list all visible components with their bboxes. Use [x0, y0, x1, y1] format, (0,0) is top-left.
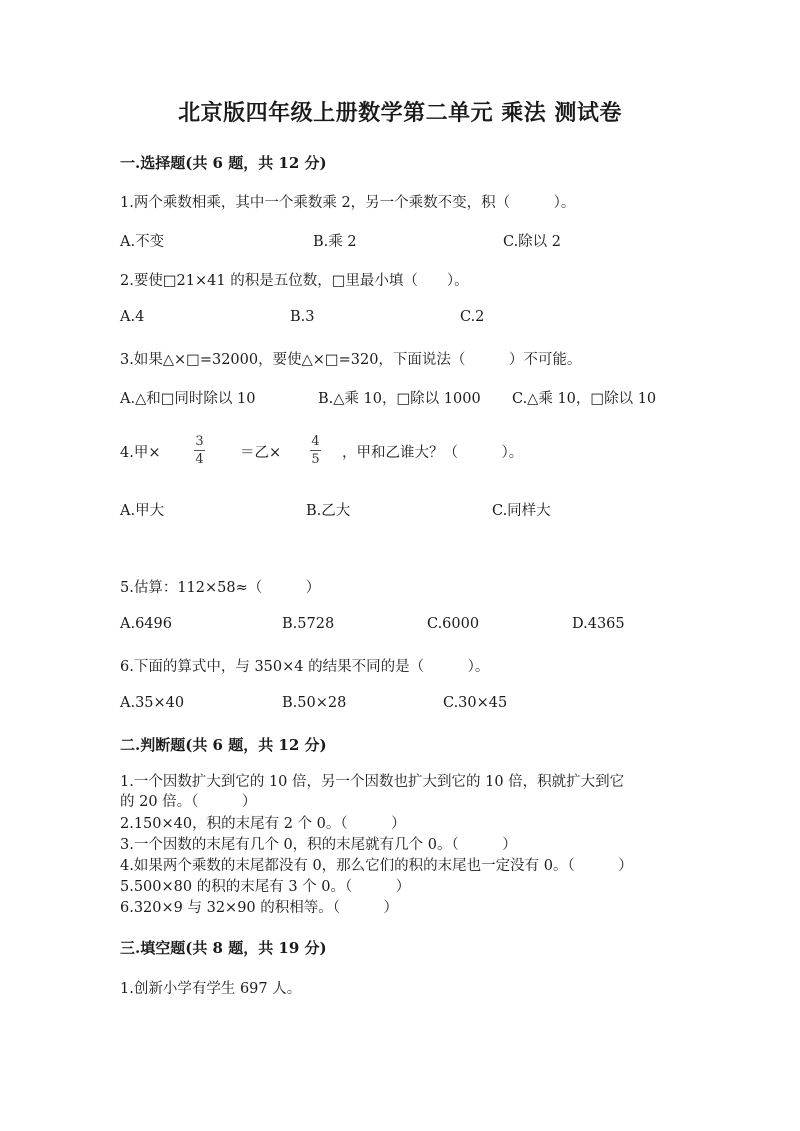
- option-b: B.乘 2: [313, 234, 357, 250]
- fraction-bar: [194, 450, 205, 451]
- question-stem: 5.估算：112×58≈（ ）: [120, 580, 321, 596]
- question-stem: 6.下面的算式中，与 350×4 的结果不同的是（ ）。: [120, 659, 490, 675]
- question-stem: 1.两个乘数相乘，其中一个乘数乘 2，另一个乘数不变，积（ ）。: [120, 195, 576, 211]
- option-a: A.35×40: [120, 695, 185, 711]
- option-b: B.5728: [282, 616, 335, 632]
- page-title: 北京版四年级上册数学第二单元 乘法 测试卷: [178, 100, 622, 126]
- judge-line: 的 20 倍。（ ）: [120, 794, 257, 810]
- question-stem: 1.创新小学有学生 697 人。: [120, 981, 302, 997]
- section-heading-fill: 三.填空题(共 8 题，共 19 分): [120, 939, 327, 957]
- judge-line: 3.一个因数的末尾有几个 0，积的末尾就有几个 0。（ ）: [120, 837, 517, 853]
- option-c: C.30×45: [443, 695, 508, 711]
- option-c: C.除以 2: [503, 234, 562, 250]
- question-stem-part: 4.甲×: [120, 445, 161, 461]
- option-b: B.3: [290, 309, 315, 325]
- judge-line: 4.如果两个乘数的末尾都没有 0，那么它们的积的末尾也一定没有 0。（ ）: [120, 858, 633, 874]
- fraction-denominator: 4: [195, 452, 204, 467]
- fraction-bar: [310, 450, 321, 451]
- option-d: D.4365: [572, 616, 625, 632]
- question-stem-part: ，甲和乙谁大？（ ）。: [342, 445, 524, 461]
- judge-line: 2.150×40，积的末尾有 2 个 0。（ ）: [120, 816, 406, 832]
- option-c: C.6000: [427, 616, 480, 632]
- question-stem: 3.如果△×□=32000，要使△×□=320，下面说法（ ）不可能。: [120, 352, 582, 368]
- option-a: A.不变: [120, 234, 165, 250]
- question-stem-part: ＝乙×: [240, 445, 282, 461]
- fraction-numerator: 4: [311, 434, 320, 449]
- fraction: [310, 434, 321, 467]
- option-c: C.△乘 10，□除以 10: [512, 391, 657, 407]
- fraction-numerator: 3: [195, 434, 204, 449]
- option-b: B.乙大: [306, 503, 351, 519]
- option-b: B.△乘 10，□除以 1000: [318, 391, 481, 407]
- option-c: C.同样大: [492, 503, 551, 519]
- option-c: C.2: [460, 309, 485, 325]
- option-a: A.4: [120, 309, 145, 325]
- section-heading-judge: 二.判断题(共 6 题，共 12 分): [120, 736, 327, 754]
- fraction-denominator: 5: [311, 452, 320, 467]
- option-a: A.6496: [120, 616, 172, 632]
- fraction: [194, 434, 205, 467]
- section-heading-choice: 一.选择题(共 6 题，共 12 分): [120, 154, 327, 172]
- option-a: A.甲大: [120, 503, 165, 519]
- question-stem: 2.要使□21×41 的积是五位数，□里最小填（ ）。: [120, 273, 469, 289]
- judge-line: 6.320×9 与 32×90 的积相等。（ ）: [120, 900, 399, 916]
- judge-line: 1.一个因数扩大到它的 10 倍，另一个因数也扩大到它的 10 倍，积就扩大到它: [120, 774, 625, 790]
- option-b: B.50×28: [282, 695, 347, 711]
- judge-line: 5.500×80 的积的末尾有 3 个 0。（ ）: [120, 879, 411, 895]
- option-a: A.△和□同时除以 10: [120, 391, 256, 407]
